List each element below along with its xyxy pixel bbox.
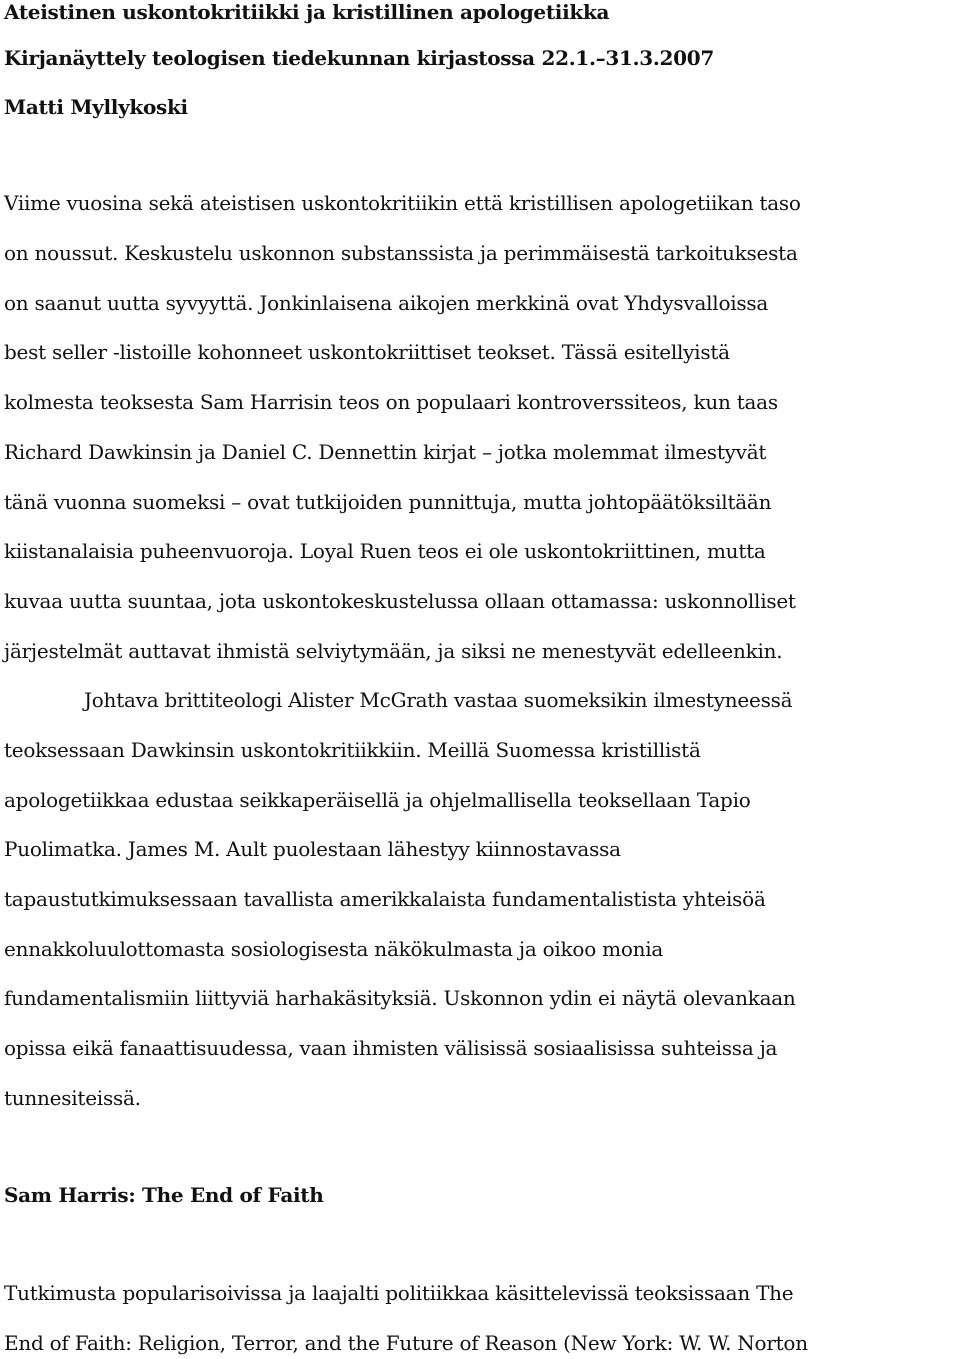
paragraph-line: tapaustutkimuksessaan tavallista amerikkalaista fundamentalistista yhteisöä [4, 887, 766, 911]
paragraph-line: teoksessaan Dawkinsin uskontokritiikkiin. Meillä Suomessa kristillistä [4, 738, 701, 762]
paragraph-line: best seller -listoille kohonneet uskontokriittiset teokset. Tässä esitellyistä [4, 340, 730, 364]
paragraph-line: Richard Dawkinsin ja Daniel C. Dennettin kirjat – jotka molemmat ilmestyvät [4, 440, 767, 464]
paragraph-line: fundamentalismiin liittyviä harhakäsityksiä. Uskonnon ydin ei näytä olevankaan [4, 986, 796, 1010]
paragraph-line: apologetiikkaa edustaa seikkaperäisellä ja ohjelmallisella teoksellaan Tapio [4, 788, 751, 812]
paragraph-line: tänä vuonna suomeksi – ovat tutkijoiden punnittuja, mutta johtopäätöksiltään [4, 490, 772, 514]
paragraph-line: kiistanalaisia puheenvuoroja. Loyal Ruen teos ei ole uskontokriittinen, mutta [4, 539, 766, 563]
paragraph-line: tunnesiteissä. [4, 1086, 141, 1110]
paragraph-line: kolmesta teoksesta Sam Harrisin teos on populaari kontroverssiteos, kun taas [4, 390, 778, 414]
paragraph-line: End of Faith: Religion, Terror, and the Future of Reason (New York: W. W. Norton [4, 1331, 808, 1355]
document-title: Ateistinen uskontokritiikki ja kristillinen apologetiikka [4, 0, 610, 24]
paragraph-line: on noussut. Keskustelu uskonnon substanssista ja perimmäisestä tarkoituksesta [4, 241, 798, 265]
section-heading: Sam Harris: The End of Faith [4, 1183, 324, 1207]
paragraph-line: Johtava brittiteologi Alister McGrath vastaa suomeksikin ilmestyneessä [84, 688, 793, 712]
paragraph-line: Puolimatka. James M. Ault puolestaan lähestyy kiinnostavassa [4, 837, 621, 861]
document-author: Matti Myllykoski [4, 95, 188, 119]
paragraph-line: opissa eikä fanaattisuudessa, vaan ihmisten välisissä sosiaalisissa suhteissa ja [4, 1036, 778, 1060]
paragraph-line: ennakkoluulottomasta sosiologisesta näkökulmasta ja oikoo monia [4, 937, 664, 961]
paragraph-line: järjestelmät auttavat ihmistä selviytymään, ja siksi ne menestyvät edelleenkin. [4, 639, 783, 663]
paragraph-line: on saanut uutta syvyyttä. Jonkinlaisena aikojen merkkinä ovat Yhdysvalloissa [4, 291, 769, 315]
paragraph-line: Tutkimusta popularisoivissa ja laajalti politiikkaa käsittelevissä teoksissaan The [4, 1281, 794, 1305]
paragraph-line: Viime vuosina sekä ateistisen uskontokritiikin että kristillisen apologetiikan taso [4, 191, 801, 215]
paragraph-line: kuvaa uutta suuntaa, jota uskontokeskustelussa ollaan ottamassa: uskonnolliset [4, 589, 796, 613]
document-subtitle: Kirjanäyttely teologisen tiedekunnan kirjastossa 22.1.–31.3.2007 [4, 46, 715, 70]
